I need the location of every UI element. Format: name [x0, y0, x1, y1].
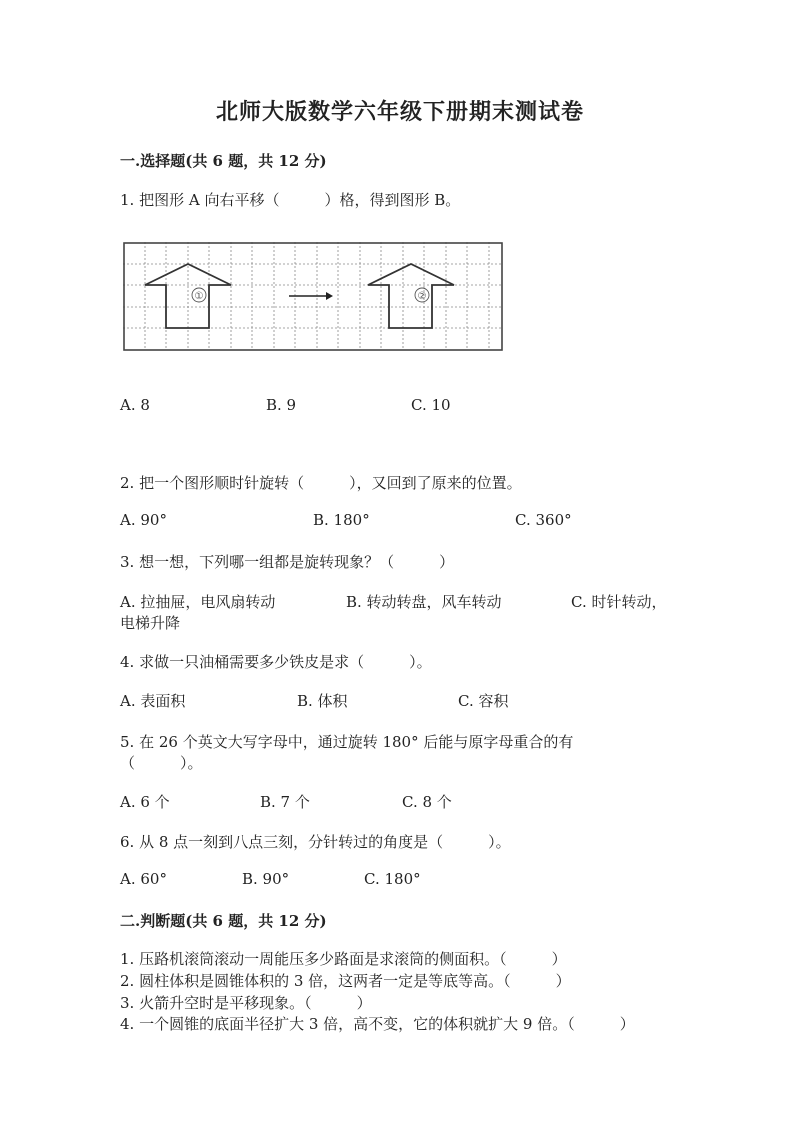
translation-figure — [123, 242, 503, 358]
question-3: 3. 想一想，下列哪一组都是旋转现象？（ ） — [120, 553, 455, 571]
question-4: 4. 求做一只油桶需要多少铁皮是求（ ）。 — [120, 653, 432, 671]
judgment-item-2: 2. 圆柱体积是圆锥体积的 3 倍，这两者一定是等底等高。（ ） — [120, 972, 571, 990]
question-2: 2. 把一个图形顺时针旋转（ ），又回到了原来的位置。 — [120, 474, 522, 492]
judgment-item-1: 1. 压路机滚筒滚动一周能压多少路面是求滚筒的侧面积。（ ） — [120, 950, 567, 968]
q2-option-a: A. 90° — [120, 511, 167, 529]
q1-option-a: A. 8 — [120, 396, 150, 414]
q5-option-b: B. 7 个 — [260, 793, 310, 811]
shape-b-label: ② — [417, 291, 427, 302]
judgment-item-4: 4. 一个圆锥的底面半径扩大 3 倍，高不变，它的体积就扩大 9 倍。（ ） — [120, 1015, 635, 1033]
question-1: 1. 把图形 A 向右平移（ ）格，得到图形 B。 — [120, 191, 461, 209]
section-heading-choice: 一.选择题(共 6 题，共 12 分) — [120, 152, 327, 170]
q1-option-b: B. 9 — [266, 396, 297, 414]
q3-option-c-continued: 电梯升降 — [120, 614, 181, 632]
shape-a-label: ① — [194, 291, 204, 302]
question-6: 6. 从 8 点一刻到八点三刻，分针转过的角度是（ ）。 — [120, 833, 511, 851]
question-5-continued: （ ）。 — [120, 754, 203, 772]
q2-option-b: B. 180° — [313, 511, 370, 529]
q6-option-b: B. 90° — [242, 870, 290, 888]
move-arrow-head — [326, 292, 333, 300]
section-heading-judgment: 二.判断题(共 6 题，共 12 分) — [120, 912, 327, 930]
q4-option-a: A. 表面积 — [120, 692, 186, 710]
q6-option-a: A. 60° — [120, 870, 167, 888]
question-5: 5. 在 26 个英文大写字母中，通过旋转 180° 后能与原字母重合的有 — [120, 733, 574, 751]
q3-option-b: B. 转动转盘，风车转动 — [346, 593, 502, 611]
judgment-item-3: 3. 火箭升空时是平移现象。（ ） — [120, 994, 372, 1012]
q5-option-a: A. 6 个 — [120, 793, 170, 811]
page-title: 北师大版数学六年级下册期末测试卷 — [215, 99, 584, 125]
q6-option-c: C. 180° — [364, 870, 421, 888]
q1-option-c: C. 10 — [411, 396, 451, 414]
q3-option-c: C. 时针转动， — [571, 593, 667, 611]
q4-option-c: C. 容积 — [458, 692, 509, 710]
q3-option-a: A. 拉抽屉，电风扇转动 — [120, 593, 276, 611]
q5-option-c: C. 8 个 — [402, 793, 452, 811]
grid-figure-svg — [123, 242, 503, 354]
q2-option-c: C. 360° — [515, 511, 572, 529]
q4-option-b: B. 体积 — [297, 692, 348, 710]
